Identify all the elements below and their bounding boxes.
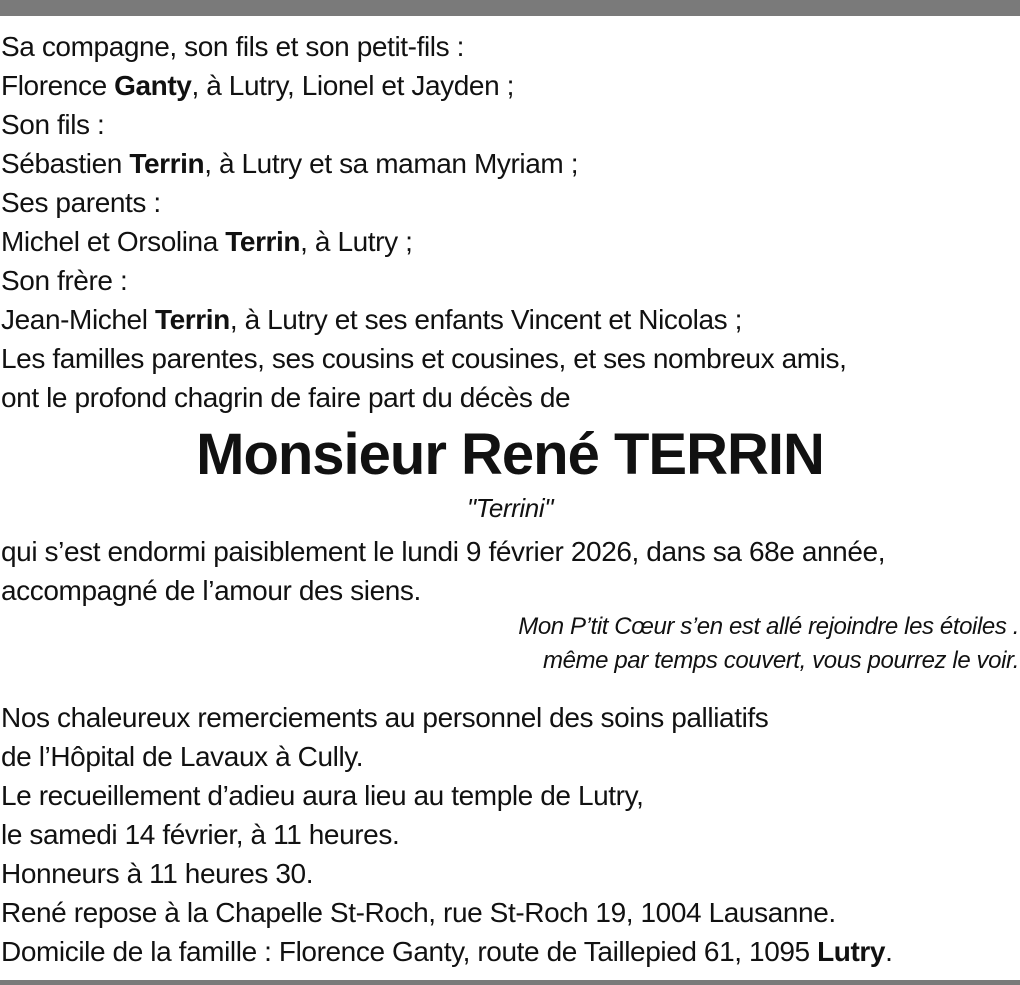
quote-line: même par temps couvert, vous pourrez le voir. (543, 647, 1019, 674)
closing-line: Le recueillement d’adieu aura lieu au temple de Lutry, (1, 780, 644, 811)
intro-line: Jean-Michel Terrin, à Lutry et ses enfants Vincent et Nicolas ; (1, 304, 743, 335)
family-intro (1, 27, 846, 417)
death-notice (1, 532, 885, 610)
closing-line: de l’Hôpital de Lavaux à Cully. (1, 741, 364, 772)
deceased-nickname: "Terrini" (466, 493, 554, 523)
memorial-quote (518, 610, 1019, 678)
intro-line: Les familles parentes, ses cousins et cousines, et ses nombreux amis, (1, 343, 847, 374)
intro-line: Sébastien Terrin, à Lutry et sa maman Myriam ; (1, 148, 579, 179)
intro-line: ont le profond chagrin de faire part du décès de (1, 382, 571, 413)
bottom-rule (0, 980, 1020, 985)
closing-line: Honneurs à 11 heures 30. (1, 858, 314, 889)
intro-line: Michel et Orsolina Terrin, à Lutry ; (1, 226, 413, 257)
closing-info (1, 698, 893, 971)
closing-line: le samedi 14 février, à 11 heures. (1, 819, 400, 850)
intro-line: Sa compagne, son fils et son petit-fils : (1, 31, 464, 62)
intro-line: Son fils : (1, 109, 105, 140)
closing-line: René repose à la Chapelle St-Roch, rue St-Roch 19, 1004 Lausanne. (1, 897, 836, 928)
intro-line: Son frère : (1, 265, 128, 296)
top-rule (0, 0, 1020, 16)
closing-line: Domicile de la famille : Florence Ganty, route de Taillepied 61, 1095 Lutry. (1, 936, 893, 967)
quote-line: Mon P’tit Cœur s’en est allé rejoindre les étoiles . (518, 613, 1019, 640)
intro-line: Florence Ganty, à Lutry, Lionel et Jayden ; (1, 70, 515, 101)
closing-line: Nos chaleureux remerciements au personnel des soins palliatifs (1, 702, 769, 733)
notice-line: qui s’est endormi paisiblement le lundi 9 février 2026, dans sa 68e année, (1, 536, 886, 567)
deceased-name: Monsieur René TERRIN (196, 422, 824, 487)
notice-line: accompagné de l’amour des siens. (1, 575, 421, 606)
intro-line: Ses parents : (1, 187, 161, 218)
